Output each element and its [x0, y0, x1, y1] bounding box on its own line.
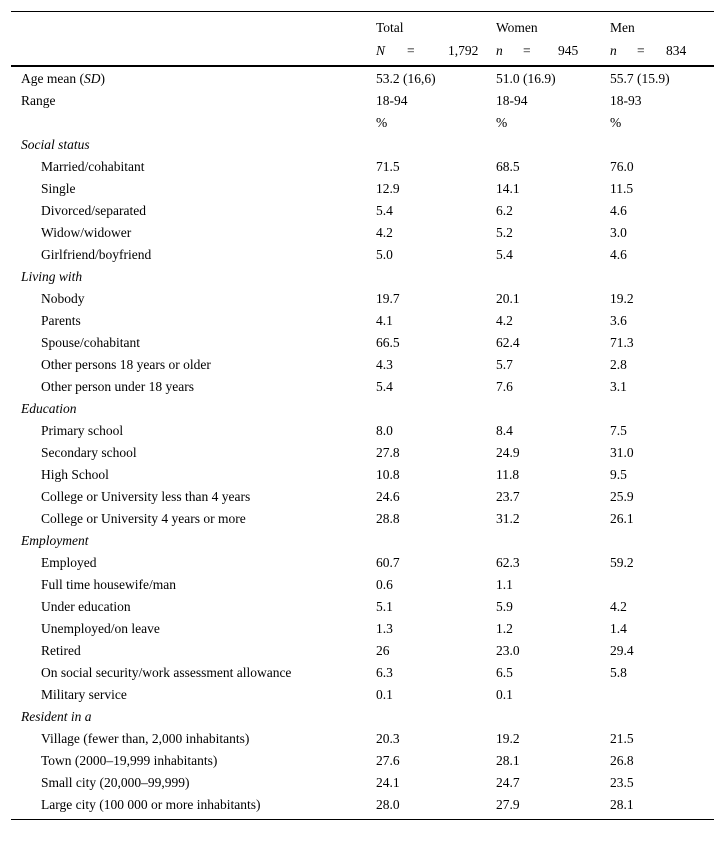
cell-men: 29.4 — [610, 643, 634, 658]
cell-total: 5.0 — [376, 247, 393, 262]
cell-women: 68.5 — [496, 159, 520, 174]
table-row — [11, 596, 714, 618]
cell-women: 23.7 — [496, 489, 520, 504]
cell-men: 1.4 — [610, 621, 627, 636]
section-heading-row — [11, 706, 714, 728]
table-row — [11, 178, 714, 200]
cell-women: 28.1 — [496, 753, 520, 768]
cell-women: 24.9 — [496, 445, 520, 460]
cell-total: 1.3 — [376, 621, 393, 636]
table-row — [11, 640, 714, 662]
cell-men: 76.0 — [610, 159, 634, 174]
n-equals: = — [407, 43, 415, 58]
cell-total: 66.5 — [376, 335, 400, 350]
cell-women: 5.9 — [496, 599, 513, 614]
table-row — [11, 200, 714, 222]
row-label: Divorced/separated — [41, 203, 146, 218]
n-symbol: n — [610, 43, 617, 58]
cell-women: 18-94 — [496, 93, 528, 108]
cell-men: 4.6 — [610, 247, 627, 262]
table-bottom-rule — [11, 819, 714, 820]
table-row — [11, 244, 714, 266]
cell-total: 26 — [376, 643, 390, 658]
cell-total: 20.3 — [376, 731, 400, 746]
cell-men: 25.9 — [610, 489, 634, 504]
table-row — [11, 156, 714, 178]
label-italic: SD — [83, 71, 101, 86]
cell-men: 7.5 — [610, 423, 627, 438]
n-equals: = — [637, 43, 645, 58]
cell-total: 4.2 — [376, 225, 393, 240]
row-label: Range — [21, 93, 56, 108]
row-label: Married/cohabitant — [41, 159, 145, 174]
cell-women: 31.2 — [496, 511, 520, 526]
row-label: Other persons 18 years or older — [41, 357, 211, 372]
n-value: 945 — [558, 43, 579, 58]
cell-total: 27.6 — [376, 753, 400, 768]
cell-women: 5.7 — [496, 357, 513, 372]
row-label: Secondary school — [41, 445, 137, 460]
cell-total: 10.8 — [376, 467, 400, 482]
cell-total: 19.7 — [376, 291, 400, 306]
cell-women: 27.9 — [496, 797, 520, 812]
cell-men: 26.8 — [610, 753, 634, 768]
cell-men: 71.3 — [610, 335, 634, 350]
row-label: Small city (20,000–99,999) — [41, 775, 190, 790]
row-label: Employed — [41, 555, 97, 570]
cell-men: 28.1 — [610, 797, 634, 812]
cell-total: 71.5 — [376, 159, 400, 174]
header-row-columns — [11, 16, 714, 39]
row-label: Military service — [41, 687, 127, 702]
row-label: High School — [41, 467, 109, 482]
cell-women: 24.7 — [496, 775, 520, 790]
demographics-table — [11, 11, 714, 820]
row-label: Spouse/cohabitant — [41, 335, 140, 350]
row-label: Unemployed/on leave — [41, 621, 160, 636]
table-row — [11, 552, 714, 574]
row-label: Village (fewer than, 2,000 inhabitants) — [41, 731, 250, 746]
cell-women: 6.5 — [496, 665, 513, 680]
cell-total: 0.6 — [376, 577, 393, 592]
cell-total: 6.3 — [376, 665, 393, 680]
cell-total: 12.9 — [376, 181, 400, 196]
cell-women: 62.3 — [496, 555, 520, 570]
cell-women: 7.6 — [496, 379, 513, 394]
section-heading-row — [11, 134, 714, 156]
cell-men: 21.5 — [610, 731, 634, 746]
cell-women: 4.2 — [496, 313, 513, 328]
row-label: Single — [41, 181, 76, 196]
cell-total: 28.0 — [376, 797, 400, 812]
row-label: Under education — [41, 599, 131, 614]
cell-women: 5.4 — [496, 247, 513, 262]
cell-total: 27.8 — [376, 445, 400, 460]
table-row — [11, 354, 714, 376]
section-title: Resident in a — [21, 709, 92, 724]
row-label: College or University less than 4 years — [41, 489, 251, 504]
table-row — [11, 772, 714, 794]
sections-body — [11, 134, 714, 816]
table-row — [11, 464, 714, 486]
cell-men: 9.5 — [610, 467, 627, 482]
cell-total: 28.8 — [376, 511, 400, 526]
label-prefix: Age mean ( — [21, 71, 84, 86]
cell-men: 3.6 — [610, 313, 627, 328]
cell-men: 4.6 — [610, 203, 627, 218]
cell-men: 2.8 — [610, 357, 627, 372]
cell-women: 14.1 — [496, 181, 520, 196]
cell-total: 0.1 — [376, 687, 393, 702]
cell-men: 5.8 — [610, 665, 627, 680]
table-row — [11, 376, 714, 398]
table-row — [11, 794, 714, 816]
cell-men: 59.2 — [610, 555, 634, 570]
row-label: Other person under 18 years — [41, 379, 194, 394]
age-row — [11, 68, 714, 90]
col-header-total: Total — [376, 20, 404, 35]
n-value: 834 — [666, 43, 687, 58]
table-row — [11, 662, 714, 684]
section-title: Education — [21, 401, 77, 416]
n-symbol: n — [496, 43, 503, 58]
section-heading-row — [11, 530, 714, 552]
row-label: Widow/widower — [41, 225, 132, 240]
cell-total: 4.3 — [376, 357, 393, 372]
percent-total: % — [376, 115, 388, 130]
table-row — [11, 618, 714, 640]
cell-women: 23.0 — [496, 643, 520, 658]
row-label: Girlfriend/boyfriend — [41, 247, 152, 262]
cell-women: 20.1 — [496, 291, 520, 306]
cell-total: 18-94 — [376, 93, 408, 108]
n-symbol: N — [376, 43, 386, 58]
cell-total: 4.1 — [376, 313, 393, 328]
table-row — [11, 486, 714, 508]
row-label: Town (2000–19,999 inhabitants) — [41, 753, 218, 768]
row-label: Full time housewife/man — [41, 577, 176, 592]
range-row — [11, 90, 714, 112]
cell-total: 24.6 — [376, 489, 400, 504]
section-heading-row — [11, 266, 714, 288]
table-row — [11, 420, 714, 442]
cell-men: 3.1 — [610, 379, 627, 394]
cell-men: 18-93 — [610, 93, 642, 108]
cell-women: 62.4 — [496, 335, 520, 350]
n-value: 1,792 — [448, 43, 479, 58]
n-equals: = — [523, 43, 531, 58]
cell-total: 5.4 — [376, 379, 393, 394]
section-heading-row — [11, 398, 714, 420]
cell-men: 23.5 — [610, 775, 634, 790]
row-label: Nobody — [41, 291, 85, 306]
table-top-rule — [11, 11, 714, 12]
table-row — [11, 442, 714, 464]
table-row — [11, 288, 714, 310]
cell-women: 19.2 — [496, 731, 520, 746]
cell-women: 1.2 — [496, 621, 513, 636]
col-header-men: Men — [610, 20, 635, 35]
table-row — [11, 310, 714, 332]
row-label: College or University 4 years or more — [41, 511, 246, 526]
row-label: Retired — [41, 643, 81, 658]
table-row — [11, 222, 714, 244]
table-row — [11, 750, 714, 772]
row-label: Parents — [41, 313, 81, 328]
section-title: Employment — [21, 533, 89, 548]
cell-total: 24.1 — [376, 775, 400, 790]
row-label: On social security/work assessment allowance — [41, 665, 292, 680]
cell-men: 31.0 — [610, 445, 634, 460]
table-row — [11, 574, 714, 596]
row-label: Primary school — [41, 423, 124, 438]
section-title: Social status — [21, 137, 90, 152]
row-label: Large city (100 000 or more inhabitants) — [41, 797, 261, 812]
cell-women: 51.0 (16.9) — [496, 71, 556, 86]
table-row — [11, 508, 714, 530]
cell-women: 6.2 — [496, 203, 513, 218]
cell-men: 26.1 — [610, 511, 634, 526]
cell-men: 4.2 — [610, 599, 627, 614]
cell-men: 11.5 — [610, 181, 634, 196]
cell-total: 8.0 — [376, 423, 393, 438]
section-title: Living with — [21, 269, 83, 284]
cell-women: 1.1 — [496, 577, 513, 592]
table-row — [11, 684, 714, 706]
cell-total: 53.2 (16,6) — [376, 71, 436, 86]
percent-men: % — [610, 115, 622, 130]
cell-women: 5.2 — [496, 225, 513, 240]
cell-total: 5.4 — [376, 203, 393, 218]
percent-row — [11, 112, 714, 134]
table-row — [11, 332, 714, 354]
cell-women: 11.8 — [496, 467, 520, 482]
percent-women: % — [496, 115, 508, 130]
header-row-n — [11, 39, 714, 62]
row-label — [21, 68, 105, 90]
label-suffix: ) — [100, 71, 105, 86]
cell-men: 3.0 — [610, 225, 627, 240]
cell-men: 19.2 — [610, 291, 634, 306]
col-header-women: Women — [496, 20, 538, 35]
cell-women: 0.1 — [496, 687, 513, 702]
table-row — [11, 728, 714, 750]
cell-total: 60.7 — [376, 555, 400, 570]
cell-total: 5.1 — [376, 599, 393, 614]
cell-women: 8.4 — [496, 423, 513, 438]
cell-men: 55.7 (15.9) — [610, 71, 670, 86]
